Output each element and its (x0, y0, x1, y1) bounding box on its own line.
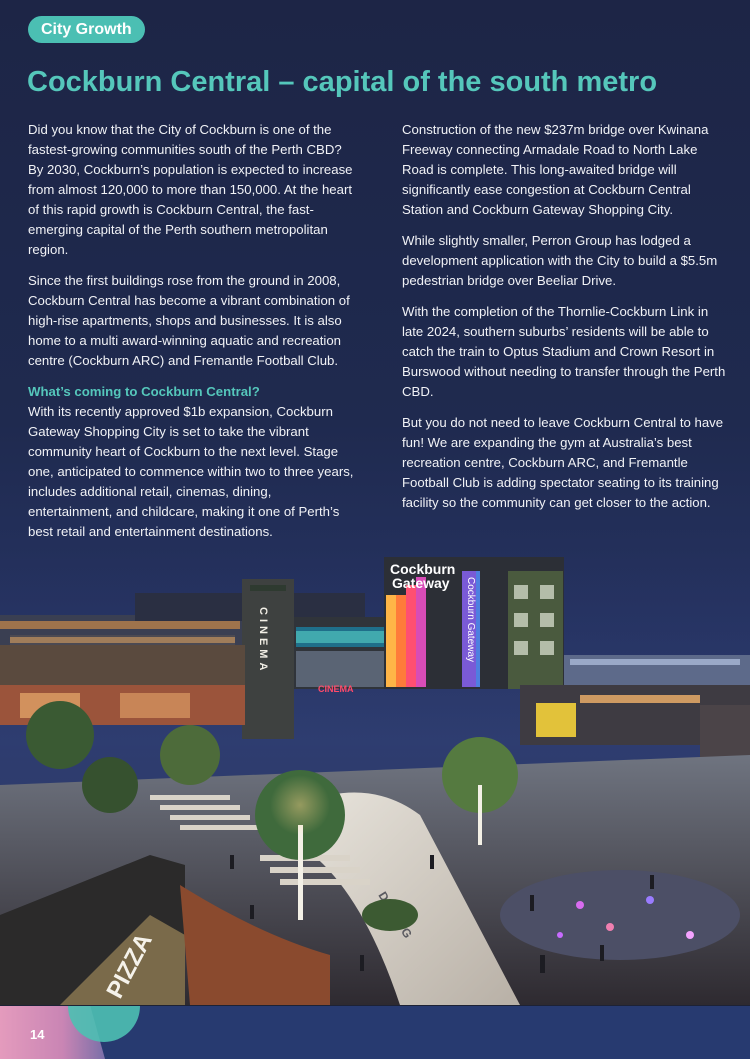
cinema-front (294, 617, 389, 694)
article-column-right (402, 120, 732, 524)
article-paragraph: Construction of the new $237m bridge over Kwinana Freeway connecting Armadale Road to North Lake Road is complete. This long-awaited bridge will significantly ease congestion at Cockburn Central Station and Cockburn Gateway Shopping City. (402, 122, 709, 217)
cockburn-gateway-tower (384, 557, 564, 689)
page-number: 14 (30, 1027, 45, 1042)
article-paragraph: With its recently approved $1b expansion, Cockburn Gateway Shopping City is set to take the vibrant community heart of Cockburn to the next level. Stage one, anticipated to commence within two to three years, includes additional retail, cinemas, dining, entertainment, and childcare, making it one of Perth’s best retail and entertainment destinations. (28, 404, 354, 539)
cinema-lower-sign: CINEMA (318, 684, 354, 694)
section-tag: City Growth (28, 16, 145, 43)
gateway-sign-line1: Cockburn (390, 561, 456, 577)
cockburn-central-rendering (0, 555, 750, 1005)
article-subheading: What’s coming to Cockburn Central? (28, 384, 260, 399)
article-column-left (28, 120, 358, 553)
page-title: Cockburn Central – capital of the south metro (27, 66, 658, 98)
article-paragraph: While slightly smaller, Perron Group has lodged a development application with the City to build a $5.5m pedestrian bridge over Beeliar Drive. (402, 233, 718, 288)
pizza-sign: PIZZA (101, 928, 158, 1003)
cinema-vertical-sign: CINEMA (257, 607, 269, 675)
cinema-tower (242, 579, 294, 739)
gateway-sign-line2: Gateway (392, 575, 450, 591)
article-paragraph: Did you know that the City of Cockburn is one of the fastest-growing communities south of the Perth CBD? By 2030, Cockburn’s population is expected to increase from almost 120,000 to more than 150,000. At the heart of this rapid growth is Cockburn Central, the fast-emerging capital of the Perth southern metropolitan region. (28, 122, 353, 257)
water-feature (500, 870, 740, 960)
planter (362, 899, 418, 931)
article-paragraph: With the completion of the Thornlie-Cockburn Link in late 2024, southern suburbs’ residents will be able to catch the train to Optus Stadium and Crown Resort in Burswood without needing to transfer through the Perth CBD. (402, 304, 726, 399)
article-paragraph: Since the first buildings rose from the ground in 2008, Cockburn Central has become a vibrant combination of high-rise apartments, shops and businesses. It is also home to a multi award-winning aquatic and recreation centre (Cockburn ARC) and Fremantle Football Club. (28, 273, 350, 368)
gateway-vertical-sign: Cockburn Gateway (465, 577, 476, 663)
article-paragraph: But you do not need to leave Cockburn Central to have fun! We are expanding the gym at Australia’s best recreation centre, Cockburn ARC, and Fremantle Football Club is adding spectator seating to its training facility so the community can get closer to the action. (402, 415, 724, 510)
